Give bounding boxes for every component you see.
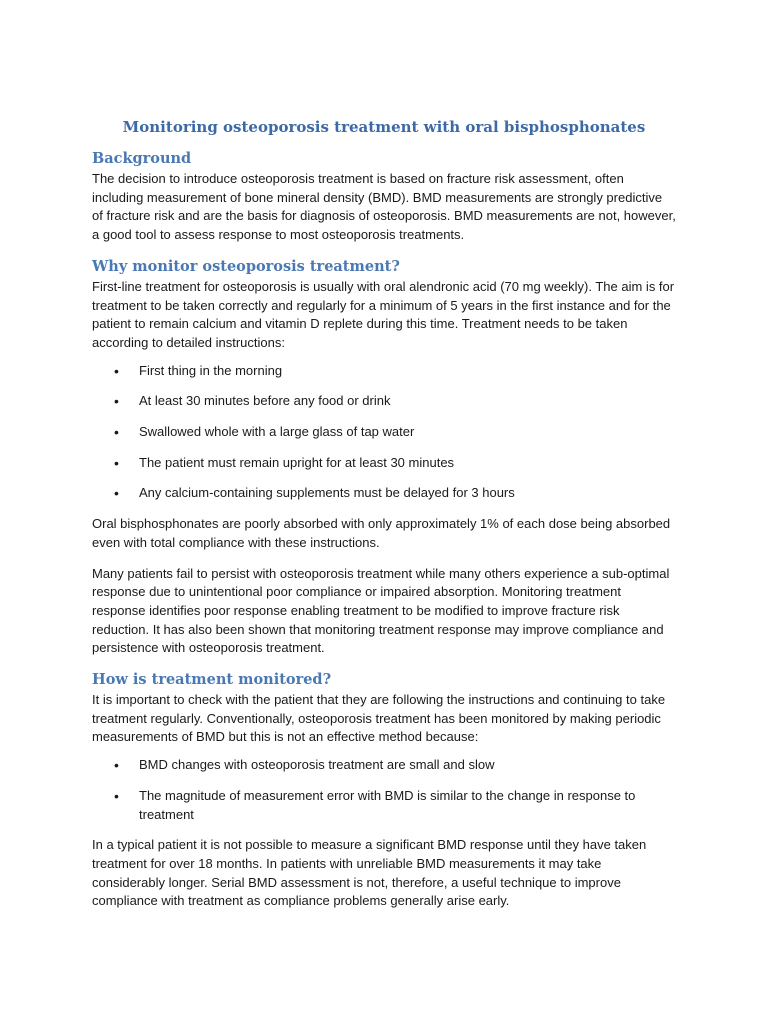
bullet-icon: • <box>114 424 119 441</box>
list-item-text: Any calcium-containing supplements must be delayed for 3 hours <box>139 485 515 501</box>
bullet-icon: • <box>114 393 119 410</box>
bullet-icon: • <box>114 454 119 471</box>
list-item-text: First thing in the morning <box>139 362 283 378</box>
body-paragraph: Oral bisphosphonates are poorly absorbed with only approximately 1% of each dose being absorbed even with total compliance with these instructions. <box>92 516 671 550</box>
section-why-monitor <box>92 257 676 658</box>
list-item-text: The patient must remain upright for at least 30 minutes <box>139 454 455 470</box>
bullet-icon: • <box>114 362 119 379</box>
list-item-text: At least 30 minutes before any food or drink <box>139 393 391 409</box>
body-paragraph: The decision to introduce osteoporosis treatment is based on fracture risk assessment, often including measurement of bone mineral density (BMD). BMD measurements are strongly predictive of fracture risk and are the basis for diagnosis of osteoporosis. BMD measurements are not, however, a good tool to assess response to most osteoporosis treatments. <box>92 171 676 243</box>
section-how-monitored <box>92 670 676 911</box>
bullet-icon: • <box>114 757 119 774</box>
list-item-text: The magnitude of measurement error with BMD is similar to the change in response to treatment <box>139 787 636 822</box>
list-item <box>92 454 676 473</box>
reasons-list <box>92 756 676 824</box>
list-item-text: BMD changes with osteoporosis treatment are small and slow <box>139 757 495 773</box>
section-heading: Why monitor osteoporosis treatment? <box>92 257 400 275</box>
document-title: Monitoring osteoporosis treatment with oral bisphosphonates <box>122 118 646 136</box>
bullet-icon: • <box>114 787 119 804</box>
body-paragraph: Many patients fail to persist with osteoporosis treatment while many others experience a sub-optimal response due to unintentional poor compliance or impaired absorption. Monitoring treatment response identifies poor response enabling treatment to be modified to improve fracture risk reduction. It has also been shown that monitoring treatment response may improve compliance and persistence with osteoporosis treatment. <box>92 565 670 656</box>
bullet-icon: • <box>114 485 119 502</box>
section-heading: Background <box>92 150 192 167</box>
body-paragraph: It is important to check with the patient that they are following the instructions and continuing to take treatment regularly. Conventionally, osteoporosis treatment has been monitored by making periodic measurements of BMD but this is not an effective method because: <box>92 692 666 745</box>
section-background <box>92 149 676 245</box>
list-item <box>92 423 676 442</box>
list-item <box>92 392 676 411</box>
list-item <box>92 484 676 503</box>
list-item <box>92 787 676 824</box>
list-item <box>92 756 676 775</box>
body-paragraph: First-line treatment for osteoporosis is usually with oral alendronic acid (70 mg weekly). The aim is for treatment to be taken correctly and regularly for a minimum of 5 years in the first instance and for the patient to remain calcium and vitamin D replete during this time. Treatment needs to be taken according to detailed instructions: <box>92 278 675 350</box>
section-heading: How is treatment monitored? <box>92 671 332 689</box>
body-paragraph: In a typical patient it is not possible to measure a significant BMD response until they have taken treatment for over 18 months. In patients with unreliable BMD measurements it may take considerably longer. Serial BMD assessment is not, therefore, a useful technique to improve compliance with treatment as compliance problems generally arise early. <box>92 837 647 909</box>
list-item <box>92 362 676 381</box>
list-item-text: Swallowed whole with a large glass of tap water <box>139 424 415 440</box>
document-page <box>92 116 676 923</box>
instruction-list <box>92 362 676 504</box>
